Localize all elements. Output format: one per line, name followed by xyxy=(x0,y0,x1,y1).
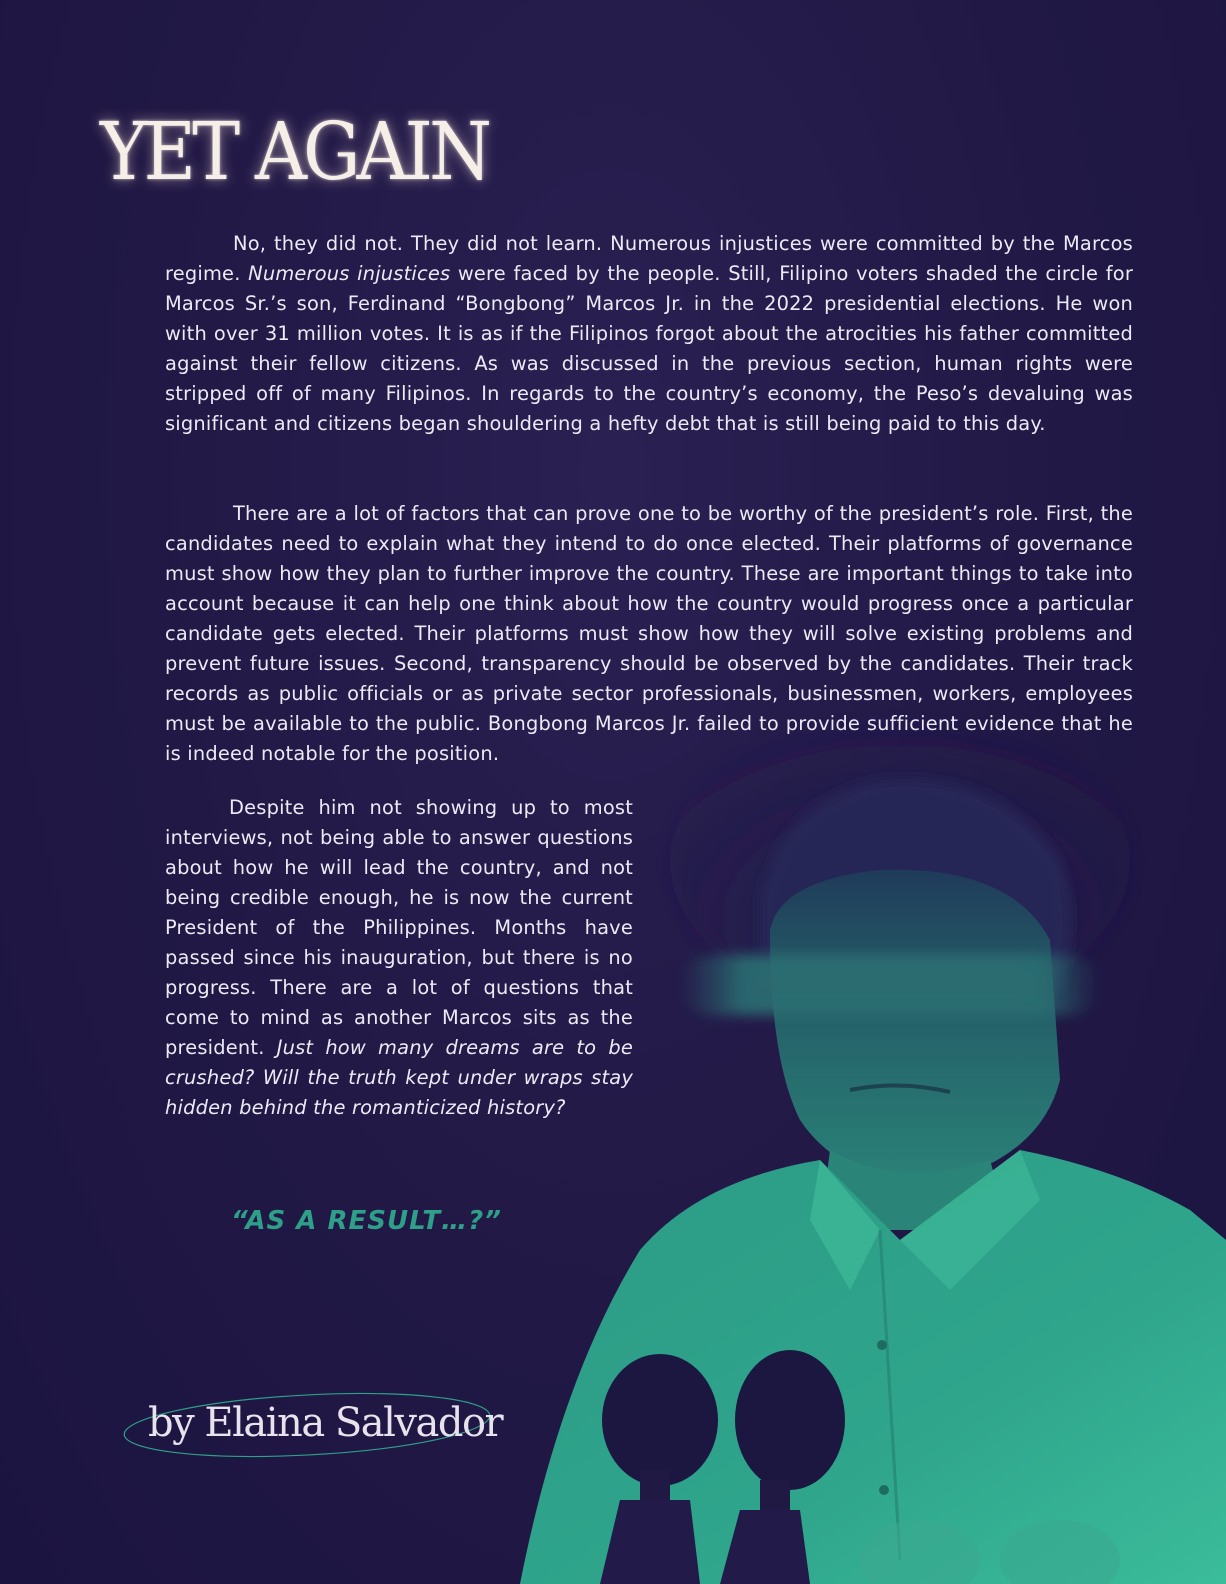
paragraph-3-text: Despite him not showing up to most interviews, not being able to answer questions about how he will lead the country, and not being credible enough, he is now the current President of the Philippines. Months have passed since his inauguration, but there is no progress. There are a lot of questions that come to mind as another Marcos sits as the president. xyxy=(165,796,633,1059)
paragraph-2-text: There are a lot of factors that can prove one to be worthy of the president’s role. First, the candidates need to explain what they intend to do once elected. Their platforms of governance must show how they plan to further improve the country. These are important things to take into account because it can help one think about how the country would progress once a particular candidate gets elected. Their platforms must show how they will solve existing problems and prevent future issues. Second, transparency should be observed by the candidates. Their track records as public officials or as private sector professionals, businessmen, workers, employees must be available to the public. Bongbong Marcos Jr. failed to provide sufficient evidence that he is indeed notable for the position. xyxy=(165,502,1133,765)
paragraph-3-questions: Just how many dreams are to be crushed? Will the truth kept under wraps stay hidden behind the romanticized history? xyxy=(165,1036,633,1119)
pull-quote: “AS A RESULT…?” xyxy=(231,1206,502,1236)
paragraph-1-text-b: were faced by the people. Still, Filipino voters shaded the circle for Marcos Sr.’s son, Ferdinand “Bongbong” Marcos Jr. in the 2022 presidential elections. He won with over 31 million votes. It is as if the Filipinos forgot about the atrocities his father committed against their fellow citizens. As was discussed in the previous section, human rights were stripped off of many Filipinos. In regards to the country’s economy, the Peso’s devaluing was significant and citizens began shouldering a hefty debt that is still being paid to this day. xyxy=(165,262,1134,435)
paragraph-1 xyxy=(165,229,1133,439)
paragraph-1-text-a: No, they did not. They did not learn. Numerous injustices were committed by the Marcos regime. xyxy=(165,232,1133,285)
byline xyxy=(122,1392,503,1458)
paragraph-2 xyxy=(165,499,1133,769)
byline-author: by Elaina Salvador xyxy=(148,1400,503,1446)
paragraph-3 xyxy=(165,793,633,1123)
paragraph-1-italic: Numerous injustices xyxy=(248,262,451,285)
article-title: YET AGAIN xyxy=(100,105,488,198)
